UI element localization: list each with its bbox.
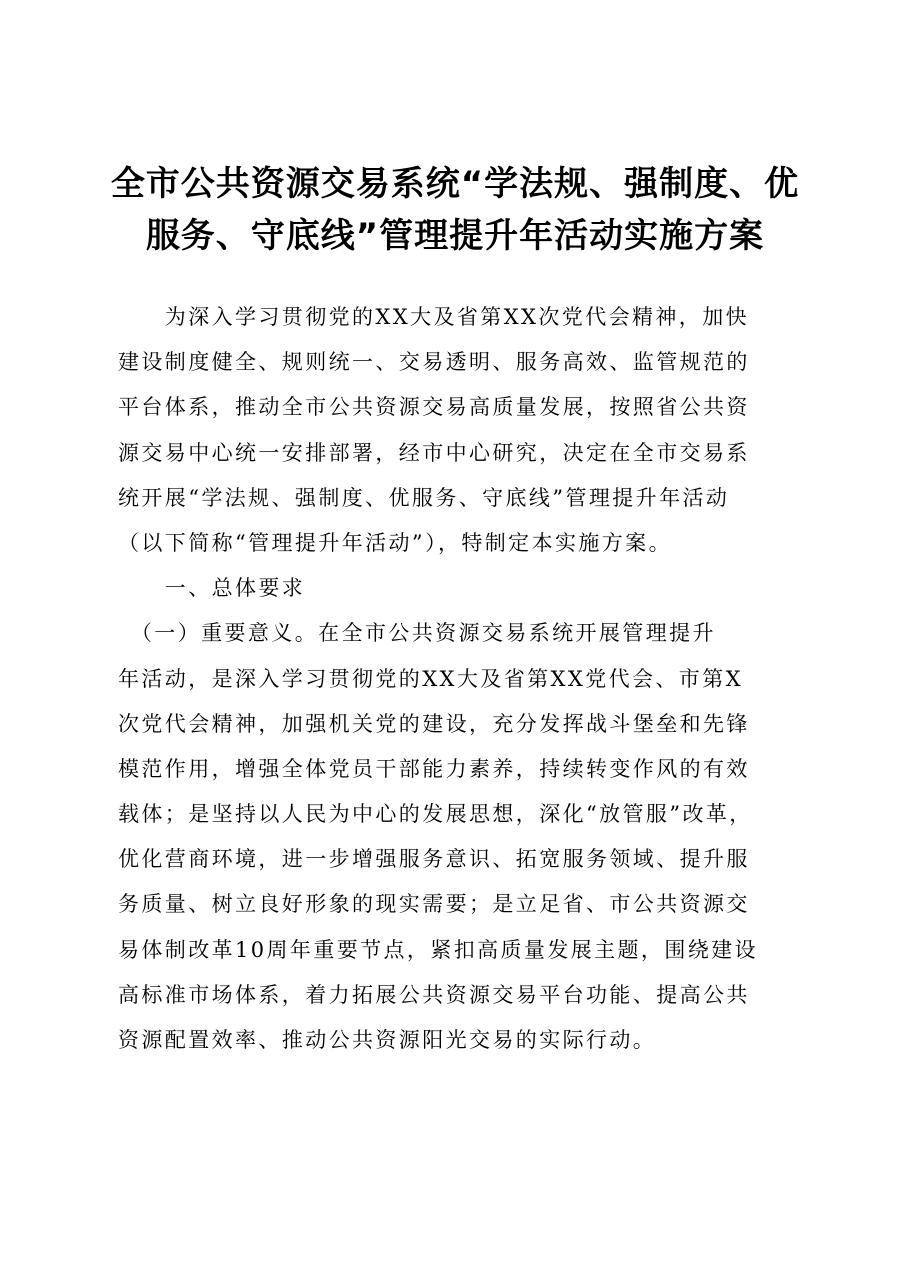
paragraph-line: 模范作用，增强全体党员干部能力素养，持续转变作风的有效 <box>118 756 750 781</box>
paragraph-line: 易体制改革10周年重要节点，紧扣高质量发展主题，围绕建设 <box>118 937 758 962</box>
paragraph-line: 源交易中心统一安排部署，经市中心研究，决定在全市交易系 <box>118 440 750 465</box>
document-body <box>118 295 796 1063</box>
intro-paragraph <box>118 295 796 566</box>
paragraph-line: 为深入学习贯彻党的XX大及省第XX次党代会精神，加快 <box>118 305 749 329</box>
paragraph-line: 建设制度健全、规则统一、交易透明、服务高效、监管规范的 <box>118 350 750 375</box>
paragraph-line: 高标准市场体系，着力拓展公共资源交易平台功能、提高公共 <box>118 982 750 1007</box>
title-line-2: 服务、守底线”管理提升年活动实施方案 <box>145 216 765 256</box>
section-heading: 一、总体要求 <box>118 576 306 601</box>
paragraph-line: （以下简称“管理提升年活动”），特制定本实施方案。 <box>118 530 672 555</box>
significance-paragraph <box>118 611 796 1063</box>
title-line-1: 全市公共资源交易系统“学法规、强制度、优 <box>110 164 800 204</box>
paragraph-line: 优化营商环境，进一步增强服务意识、拓宽服务领域、提升服 <box>118 847 750 872</box>
paragraph-line: 统开展“学法规、强制度、优服务、守底线”管理提升年活动 <box>118 485 730 510</box>
paragraph-line: 务质量、树立良好形象的现实需要；是立足省、市公共资源交 <box>118 892 750 917</box>
paragraph-line: 年活动，是深入学习贯彻党的XX大及省第XX党代会、市第X <box>118 666 743 691</box>
paragraph-line: 次党代会精神，加强机关党的建设，充分发挥战斗堡垒和先锋 <box>118 711 750 736</box>
document-title <box>110 158 800 262</box>
paragraph-line: （一）重要意义。在全市公共资源交易系统开展管理提升 <box>118 621 716 646</box>
paragraph-line: 载体；是坚持以人民为中心的发展思想，深化“放管服”改革， <box>118 802 753 827</box>
paragraph-line: 平台体系，推动全市公共资源交易高质量发展，按照省公共资 <box>118 395 750 420</box>
paragraph-line: 资源配置效率、推动公共资源阳光交易的实际行动。 <box>118 1028 657 1052</box>
